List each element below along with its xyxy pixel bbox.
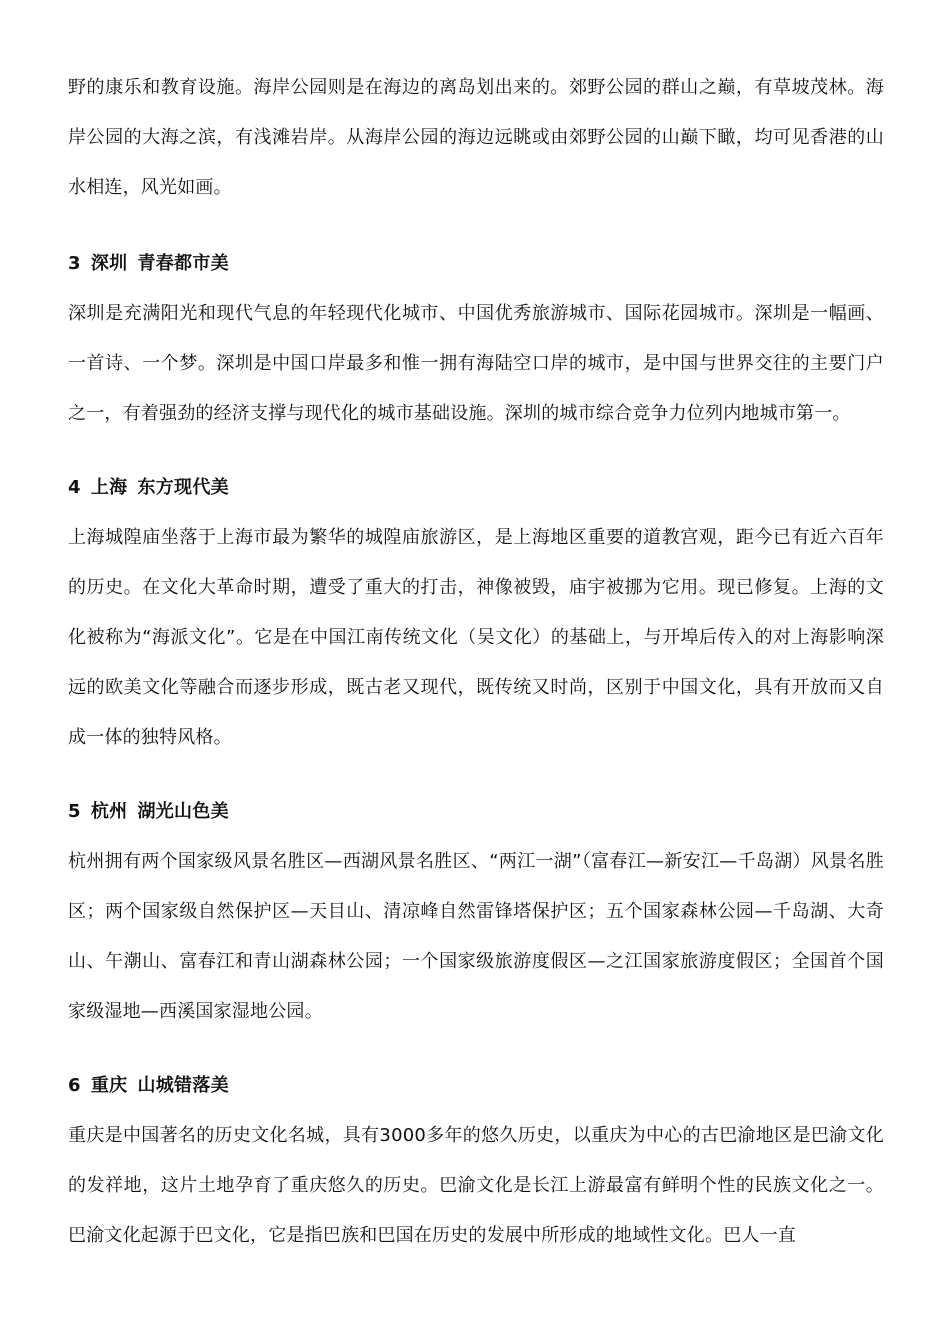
section-city: 重庆 [90, 1075, 128, 1096]
section-number: 5 [68, 801, 81, 822]
section-theme: 青春都市美 [137, 253, 229, 274]
section-heading-4 [68, 473, 229, 503]
section-theme: 湖光山色美 [137, 801, 229, 822]
section-number: 3 [68, 253, 81, 274]
section-heading-5 [68, 797, 229, 827]
section-city: 杭州 [90, 801, 128, 822]
section-body-6: 重庆是中国著名的历史文化名城，具有3000多年的悠久历史，以重庆为中心的古巴渝地区是巴渝文化的发祥地，这片土地孕育了重庆悠久的历史。巴渝文化是长江上游最富有鲜明个性的民族文化之一。巴渝文化起源于巴文化，它是指巴族和巴国在历史的发展中所形成的地域性文化。巴人一直 [68, 1125, 884, 1246]
intro-paragraph: 野的康乐和教育设施。海岸公园则是在海边的离岛划出来的。郊野公园的群山之巅，有草坡茂林。海岸公园的大海之滨，有浅滩岩岸。从海岸公园的海边远眺或由郊野公园的山巅下瞰，均可见香港的山水相连，风光如画。 [68, 77, 884, 198]
section-theme: 山城错落美 [137, 1075, 229, 1096]
section-body-5: 杭州拥有两个国家级风景名胜区—西湖风景名胜区、“两江一湖”（富春江—新安江—千岛湖）风景名胜区；两个国家级自然保护区—天目山、清凉峰自然雷锋塔保护区；五个国家森林公园—千岛湖、大奇山、午潮山、富春江和青山湖森林公园；一个国家级旅游度假区—之江国家旅游度假区；全国首个国家级湿地—西溪国家湿地公园。 [68, 851, 884, 1022]
section-theme: 东方现代美 [137, 477, 229, 498]
section-heading-6 [68, 1071, 229, 1101]
section-body-4: 上海城隍庙坐落于上海市最为繁华的城隍庙旅游区，是上海地区重要的道教宫观，距今已有近六百年的历史。在文化大革命时期，遭受了重大的打击，神像被毁，庙宇被挪为它用。现已修复。上海的文化被称为“海派文化”。它是在中国江南传统文化（吴文化）的基础上，与开埠后传入的对上海影响深远的欧美文化等融合而逐步形成，既古老又现代，既传统又时尚，区别于中国文化，具有开放而又自成一体的独特风格。 [68, 527, 884, 748]
section-city: 上海 [90, 477, 128, 498]
section-city: 深圳 [90, 253, 128, 274]
section-number: 4 [68, 477, 81, 498]
section-number: 6 [68, 1075, 81, 1096]
section-heading-3 [68, 249, 229, 279]
section-body-3: 深圳是充满阳光和现代气息的年轻现代化城市、中国优秀旅游城市、国际花园城市。深圳是一幅画、一首诗、一个梦。深圳是中国口岸最多和惟一拥有海陆空口岸的城市，是中国与世界交往的主要门户之一，有着强劲的经济支撑与现代化的城市基础设施。深圳的城市综合竞争力位列内地城市第一。 [68, 303, 884, 424]
